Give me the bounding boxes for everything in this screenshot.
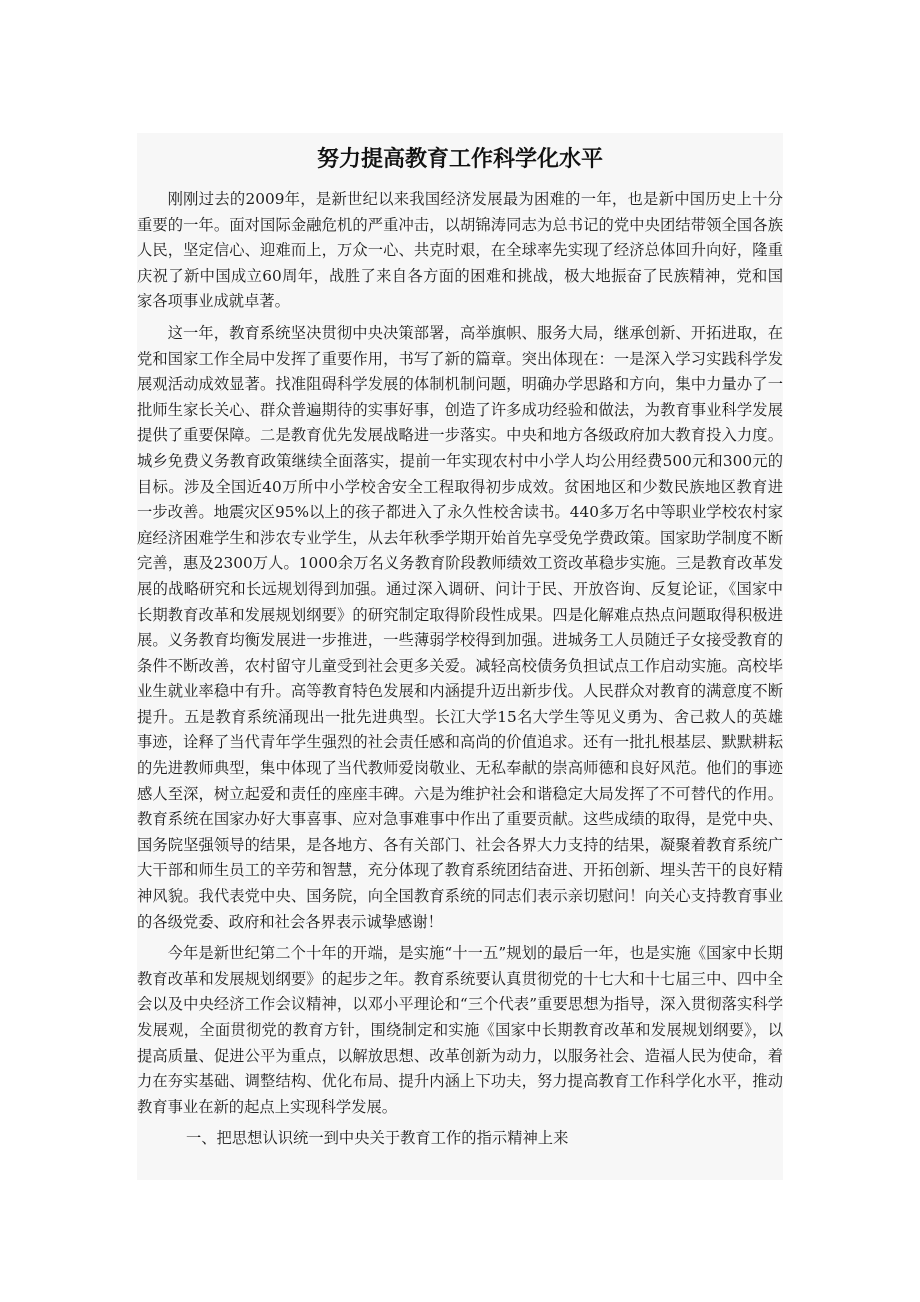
paragraph-2: 这一年，教育系统坚决贯彻中央决策部署，高举旗帜、服务大局，继承创新、开拓进取，在党和国家工作全局中发挥了重要作用，书写了新的篇章。突出体现在：一是深入学习实践科学发展观活动成效显著。找准阻碍科学发展的体制机制问题，明确办学思路和方向，集中力量办了一批师生家长关心、群众普遍期待的实事好事，创造了许多成功经验和做法，为教育事业科学发展提供了重要保障。二是教育优先发展战略进一步落实。中央和地方各级政府加大教育投入力度。城乡免费义务教育政策继续全面落实，提前一年实现农村中小学人均公用经费500元和300元的目标。涉及全国近40万所中小学校舍安全工程取得初步成效。贫困地区和少数民族地区教育进一步改善。地震灾区95%以上的孩子都进入了永久性校舍读书。440多万名中等职业学校农村家庭经济困难学生和涉农专业学生，从去年秋季学期开始首先享受免学费政策。国家助学制度不断完善，惠及2300万人。1000余万名义务教育阶段教师绩效工资改革稳步实施。三是教育改革发展的战略研究和长远规划得到加强。通过深入调研、问计于民、开放咨询、反复论证，《国家中长期教育改革和发展规划纲要》的研究制定取得阶段性成果。四是化解难点热点问题取得积极进展。义务教育均衡发展进一步推进，一些薄弱学校得到加强。进城务工人员随迁子女接受教育的条件不断改善，农村留守儿童受到社会更多关爱。减轻高校债务负担试点工作启动实施。高校毕业生就业率稳中有升。高等教育特色发展和内涵提升迈出新步伐。人民群众对教育的满意度不断提升。五是教育系统涌现出一批先进典型。长江大学15名大学生等见义勇为、舍己救人的英雄事迹，诠释了当代青年学生强烈的社会责任感和高尚的价值追求。还有一批扎根基层、默默耕耘的先进教师典型，集中体现了当代教师爱岗敬业、无私奉献的崇高师德和良好风范。他们的事迹感人至深，树立起爱和责任的座座丰碑。六是为维护社会和谐稳定大局发挥了不可替代的作用。教育系统在国家办好大事喜事、应对急事难事中作出了重要贡献。这些成绩的取得，是党中央、国务院坚强领导的结果，是各地方、各有关部门、社会各界大力支持的结果，凝聚着教育系统广大干部和师生员工的辛劳和智慧，充分体现了教育系统团结奋进、开拓创新、埋头苦干的良好精神风貌。我代表党中央、国务院，向全国教育系统的同志们表示亲切慰问！向关心支持教育事业的各级党委、政府和社会各界表示诚挚感谢！ — [137, 323, 783, 931]
document-page — [137, 133, 783, 1180]
paragraph-3: 今年是新世纪第二个十年的开端，是实施“十一五”规划的最后一年，也是实施《国家中长期教育改革和发展规划纲要》的起步之年。教育系统要认真贯彻党的十七大和十七届三中、四中全会以及中央经济工作会议精神，以邓小平理论和“三个代表”重要思想为指导，深入贯彻落实科学发展观，全面贯彻党的教育方针，围绕制定和实施《国家中长期教育改革和发展规划纲要》，以提高质量、促进公平为重点，以解放思想、改革创新为动力，以服务社会、造福人民为使命，着力在夯实基础、调整结构、优化布局、提升内涵上下功夫，努力提高教育工作科学化水平，推动教育事业在新的起点上实现科学发展。 — [137, 944, 783, 1116]
paragraph-1: 刚刚过去的2009年，是新世纪以来我国经济发展最为困难的一年，也是新中国历史上十分重要的一年。面对国际金融危机的严重冲击，以胡锦涛同志为总书记的党中央团结带领全国各族人民，坚定信心、迎难而上，万众一心、共克时艰，在全球率先实现了经济总体回升向好，隆重庆祝了新中国成立60周年，战胜了来自各方面的困难和挑战，极大地振奋了民族精神，党和国家各项事业成就卓著。 — [137, 190, 783, 311]
document-title: 努力提高教育工作科学化水平 — [316, 147, 603, 172]
section-heading: 一、把思想认识统一到中央关于教育工作的指示精神上来 — [185, 1129, 569, 1148]
